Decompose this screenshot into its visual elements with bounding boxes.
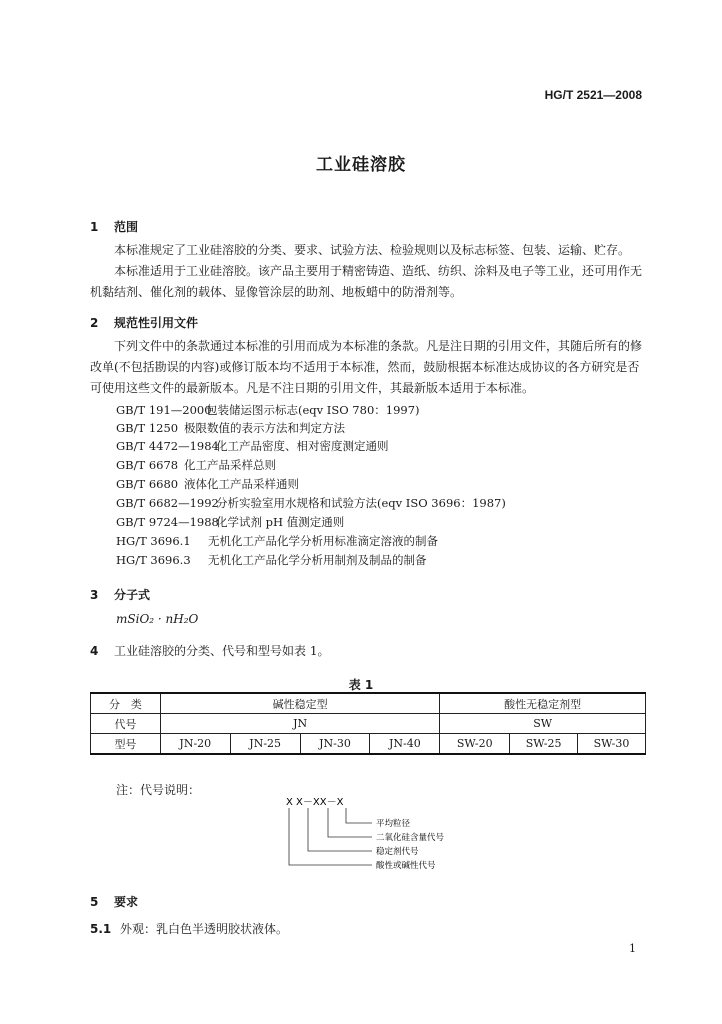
- table-cell: 型号: [91, 734, 161, 755]
- section-title: 规范性引用文件: [114, 316, 199, 330]
- section-4-text: 工业硅溶胶的分类、代号和型号如表 1。: [114, 644, 330, 658]
- reference-title: 无机化工产品化学分析用标准滴定溶液的制备: [208, 534, 438, 548]
- reference-title: 液体化工产品采样通则: [184, 477, 299, 491]
- document-title: 工业硅溶胶: [316, 155, 406, 175]
- reference-item: [116, 402, 420, 418]
- reference-code: GB/T 6678: [116, 458, 179, 472]
- reference-code: HG/T 3696.1: [116, 534, 191, 548]
- classification-table: [90, 692, 646, 755]
- section-1-heading: [90, 218, 138, 235]
- section-3-heading: [90, 586, 150, 603]
- table-cell: JN-25: [230, 734, 300, 755]
- section-number: 1: [90, 220, 99, 234]
- reference-item: [116, 476, 299, 492]
- section-2-paragraph: 下列文件中的条款通过本标准的引用而成为本标准的条款。凡是注日期的引用文件，其随后所有的修改单(不包括勘误的内容)或修订版本均不适用于本标准，然而，鼓励根据本标准达成协议的各方研究是否可使用这些文件的最新版本。凡是不注日期的引用文件，其最新版本适用于本标准。: [90, 339, 643, 395]
- table-cell: 碱性稳定型: [160, 693, 439, 714]
- reference-code: GB/T 1250: [116, 421, 179, 435]
- table-cell: 代号: [91, 714, 161, 734]
- table-cell: JN-40: [370, 734, 440, 755]
- molecular-formula: mSiO₂ · nH₂O: [116, 612, 199, 626]
- table-cell: SW: [440, 714, 646, 734]
- table-row: [91, 693, 646, 714]
- table-cell: 酸性无稳定剂型: [440, 693, 646, 714]
- code-pattern: X X－XX－X: [286, 797, 344, 808]
- section-4-line: [90, 642, 329, 659]
- diagram-label: 酸性或碱性代号: [376, 861, 436, 871]
- reference-code: GB/T 6682—1992: [116, 496, 219, 510]
- table-cell: SW-20: [440, 734, 510, 755]
- section-number: 3: [90, 588, 99, 602]
- diagram-label: 稳定剂代号: [376, 847, 419, 857]
- subsection-5-1: [90, 920, 288, 937]
- reference-item: [116, 514, 344, 530]
- table-row: [91, 714, 646, 734]
- reference-code: GB/T 4472—1984: [116, 439, 219, 453]
- subsection-number: 5.1: [90, 922, 112, 936]
- table-cell: SW-25: [510, 734, 578, 755]
- table-caption: 表 1: [348, 678, 374, 692]
- section-2-heading: [90, 314, 198, 331]
- section-number: 2: [90, 316, 99, 330]
- reference-item: [116, 533, 438, 549]
- diagram-leader-lines: [289, 808, 372, 865]
- reference-title: 无机化工产品化学分析用制剂及制品的制备: [208, 553, 427, 567]
- section-1-paragraph-1: 本标准规定了工业硅溶胶的分类、要求、试验方法、检验规则以及标志标签、包装、运输、贮存。: [114, 243, 631, 257]
- reference-title: 化学试剂 pH 值测定通则: [216, 515, 345, 529]
- reference-code: GB/T 191—2000: [116, 403, 212, 417]
- page-number: 1: [629, 942, 636, 955]
- table-note: 注：代号说明：: [116, 783, 201, 797]
- section-1-paragraph-2: 本标准适用于工业硅溶胶。该产品主要用于精密铸造、造纸、纺织、涂料及电子等工业，还可用作无机黏结剂、催化剂的载体、显像管涂层的助剂、地板蜡中的防滑剂等。: [90, 264, 643, 299]
- section-title: 要求: [114, 895, 139, 909]
- section-title: 分子式: [114, 588, 151, 602]
- reference-item: [116, 457, 276, 473]
- reference-title: 分析实验室用水规格和试验方法(eqv ISO 3696：1987): [216, 496, 506, 510]
- reference-item: [116, 420, 345, 436]
- reference-item: [116, 438, 389, 454]
- reference-code: GB/T 6680: [116, 477, 179, 491]
- table-cell: SW-30: [578, 734, 646, 755]
- reference-code: GB/T 9724—1988: [116, 515, 219, 529]
- code-explanation-diagram: [280, 796, 480, 880]
- reference-title: 包装储运图示标志(eqv ISO 780：1997): [206, 403, 420, 417]
- table-cell: 分 类: [91, 693, 161, 714]
- section-5-heading: [90, 893, 138, 910]
- reference-item: [116, 552, 427, 568]
- diagram-label: 二氧化硅含量代号: [376, 833, 445, 843]
- subsection-text: 外观：乳白色半透明胶状液体。: [120, 922, 289, 936]
- reference-title: 极限数值的表示方法和判定方法: [184, 421, 345, 435]
- section-number: 5: [90, 895, 99, 909]
- section-title: 范围: [114, 220, 139, 234]
- table-cell: JN-30: [300, 734, 370, 755]
- reference-title: 化工产品密度、相对密度测定通则: [216, 439, 389, 453]
- section-number: 4: [90, 644, 99, 658]
- standard-number: HG/T 2521—2008: [544, 88, 642, 102]
- table-row: [91, 734, 646, 755]
- table-cell: JN-20: [160, 734, 230, 755]
- diagram-label: 平均粒径: [376, 819, 411, 829]
- reference-code: HG/T 3696.3: [116, 553, 191, 567]
- reference-item: [116, 495, 506, 511]
- reference-title: 化工产品采样总则: [184, 458, 276, 472]
- table-cell: JN: [160, 714, 439, 734]
